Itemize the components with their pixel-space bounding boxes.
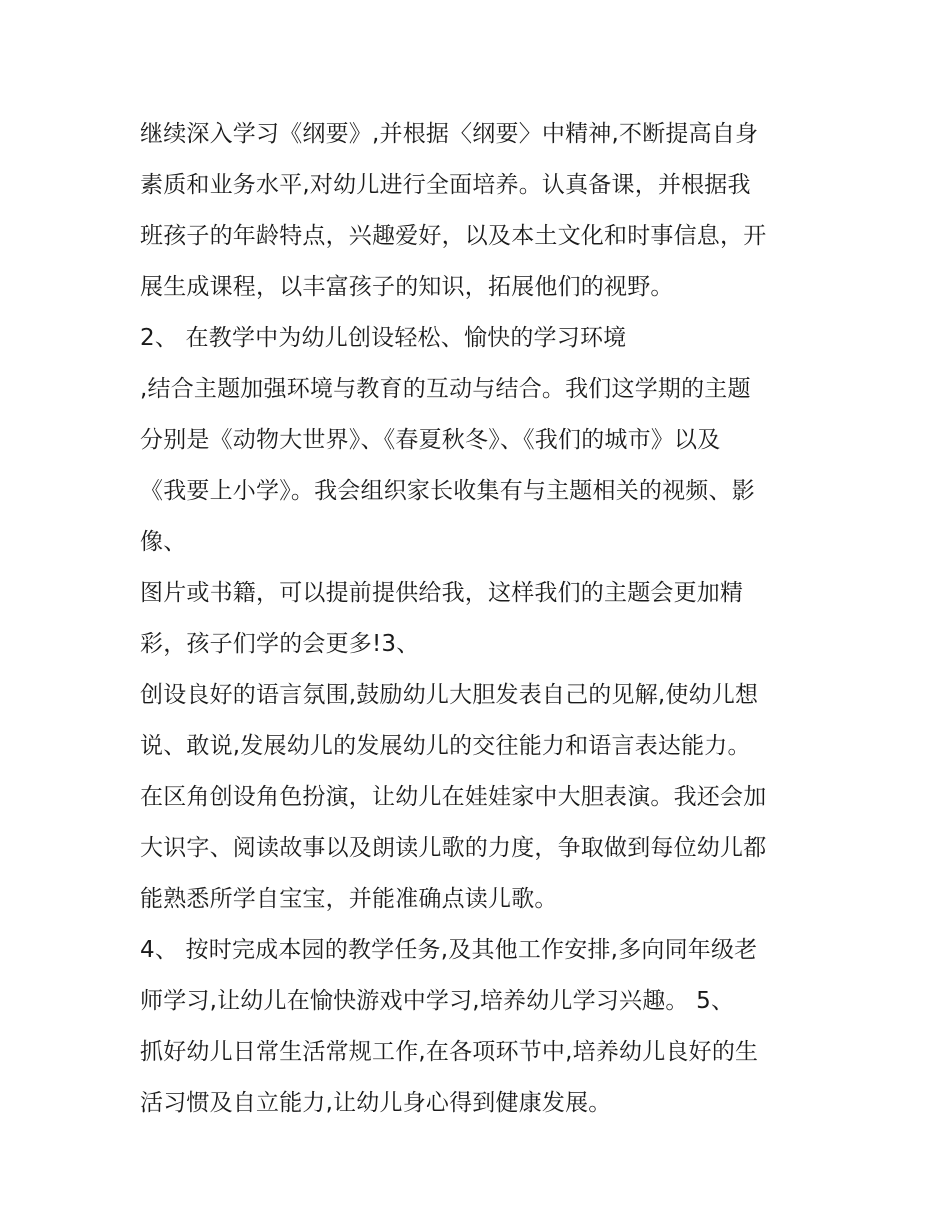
text-line: 能熟悉所学自宝宝，并能准确点读儿歌。 — [140, 886, 558, 912]
text-line: 彩，孩子们学的会更多!3、 — [140, 631, 420, 657]
text-line: 继续深入学习《纲要》,并根据〈纲要〉中精神,不断提高自身 — [140, 121, 759, 147]
text-line: 分别是《动物大世界》、《春夏秋冬》、《我们的城市》以及 — [140, 427, 721, 453]
text-line: ,结合主题加强环境与教育的互动与结合。我们这学期的主题 — [140, 376, 751, 402]
text-line: 在区角创设角色扮演，让幼儿在娃娃家中大胆表演。我还会加 — [140, 784, 767, 810]
text-line: 《我要上小学》。我会组织家长收集有与主题相关的视频、影 — [140, 478, 755, 504]
text-line: 说、敢说,发展幼儿的发展幼儿的交往能力和语言表达能力。 — [140, 733, 751, 759]
text-line: 4、 按时完成本园的教学任务,及其他工作安排,多向同年级老 — [140, 937, 758, 963]
text-line: 师学习,让幼儿在愉快游戏中学习,培养幼儿学习兴趣。 5、 — [140, 988, 735, 1014]
text-line: 2、 在教学中为幼儿创设轻松、愉快的学习环境 — [140, 325, 627, 351]
text-line: 像、 — [140, 529, 187, 555]
text-line: 班孩子的年龄特点，兴趣爱好，以及本土文化和时事信息，开 — [140, 223, 767, 249]
text-line: 素质和业务水平,对幼儿进行全面培养。认真备课，并根据我 — [140, 172, 751, 198]
text-line: 图片或书籍，可以提前提供给我，这样我们的主题会更加精 — [140, 580, 744, 606]
text-line: 活习惯及自立能力,让幼儿身心得到健康发展。 — [140, 1090, 612, 1116]
text-line: 创设良好的语言氛围,鼓励幼儿大胆发表自己的见解,使幼儿想 — [140, 682, 759, 708]
document-body — [140, 109, 830, 1129]
text-line: 大识字、阅读故事以及朗读儿歌的力度，争取做到每位幼儿都 — [140, 835, 767, 861]
text-line: 展生成课程，以丰富孩子的知识，拓展他们的视野。 — [140, 274, 674, 300]
text-line: 抓好幼儿日常生活常规工作,在各项环节中,培养幼儿良好的生 — [140, 1039, 759, 1065]
